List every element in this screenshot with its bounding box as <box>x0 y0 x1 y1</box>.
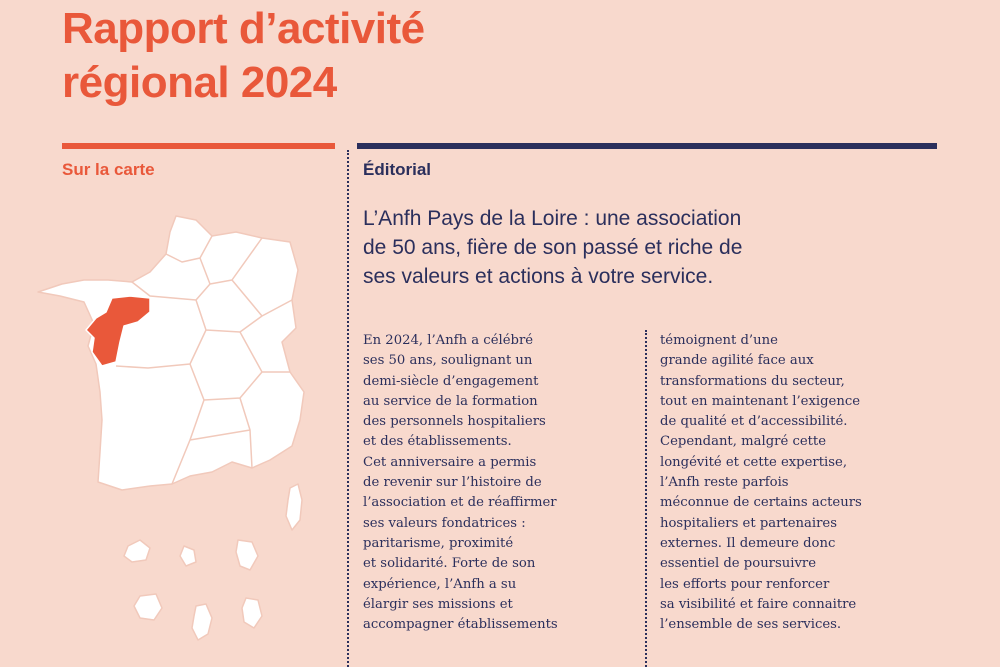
editorial-section-rule <box>357 143 937 149</box>
body-line: l’Anfh reste parfois <box>660 475 789 491</box>
lead-line: ses valeurs et actions à votre service. <box>363 265 714 288</box>
body-line: Cependant, malgré cette <box>660 434 827 450</box>
column-divider <box>347 150 349 667</box>
la-reunion <box>134 594 162 620</box>
body-line: sa visibilité et faire connaitre <box>660 596 857 612</box>
body-line: demi-siècle d’engagement <box>363 373 539 389</box>
saint-pierre-et-miquelon <box>242 598 262 628</box>
body-line: accompagner établissements <box>363 617 558 633</box>
body-line: longévité et cette expertise, <box>660 454 848 470</box>
body-line: expérience, l’Anfh a su <box>363 576 517 592</box>
body-line: ses valeurs fondatrices : <box>363 515 526 531</box>
body-line: l’association et de réaffirmer <box>363 495 557 511</box>
body-line: élargir ses missions et <box>363 596 513 612</box>
france-region-map <box>0 0 345 667</box>
editorial-body-column-2 <box>660 331 945 635</box>
editorial-body-column-1 <box>363 331 648 635</box>
report-title-line-2: régional 2024 <box>62 58 337 107</box>
body-line: les efforts pour renforcer <box>660 576 830 592</box>
body-line: et solidarité. Forte de son <box>363 556 536 572</box>
body-line: témoignent d’une <box>660 333 778 348</box>
body-line: méconnue de certains acteurs <box>660 495 862 511</box>
body-line: au service de la formation <box>363 393 538 409</box>
editorial-section-label: Éditorial <box>363 160 432 179</box>
map-section-label: Sur la carte <box>62 160 155 179</box>
mayotte <box>192 604 212 640</box>
body-line: de revenir sur l’histoire de <box>363 475 542 491</box>
body-line: transformations du secteur, <box>660 373 845 389</box>
body-line: En 2024, l’Anfh a célébré <box>363 333 534 348</box>
guadeloupe <box>124 540 150 562</box>
body-line: l’ensemble de ses services. <box>660 617 842 633</box>
lead-line: L’Anfh Pays de la Loire : une association <box>363 207 742 230</box>
martinique <box>180 546 196 566</box>
lead-line: de 50 ans, fière de son passé et riche de <box>363 236 743 259</box>
body-line: ses 50 ans, soulignant un <box>363 353 533 369</box>
body-line: et des établissements. <box>363 434 512 450</box>
body-line: grande agilité face aux <box>660 353 814 369</box>
body-line: des personnels hospitaliers <box>363 414 546 430</box>
editorial-lead <box>363 204 833 291</box>
report-title-line-1: Rapport d’activité <box>62 4 425 53</box>
guyane <box>236 540 258 570</box>
body-line: hospitaliers et partenaires <box>660 515 837 531</box>
body-line: paritarisme, proximité <box>363 535 514 551</box>
corsica <box>286 484 302 530</box>
body-line: externes. Il demeure donc <box>660 535 836 551</box>
body-line: de qualité et d’accessibilité. <box>660 414 848 430</box>
body-line: Cet anniversaire a permis <box>363 454 537 470</box>
body-line: tout en maintenant l’exigence <box>660 393 861 409</box>
body-line: essentiel de poursuivre <box>660 556 817 572</box>
